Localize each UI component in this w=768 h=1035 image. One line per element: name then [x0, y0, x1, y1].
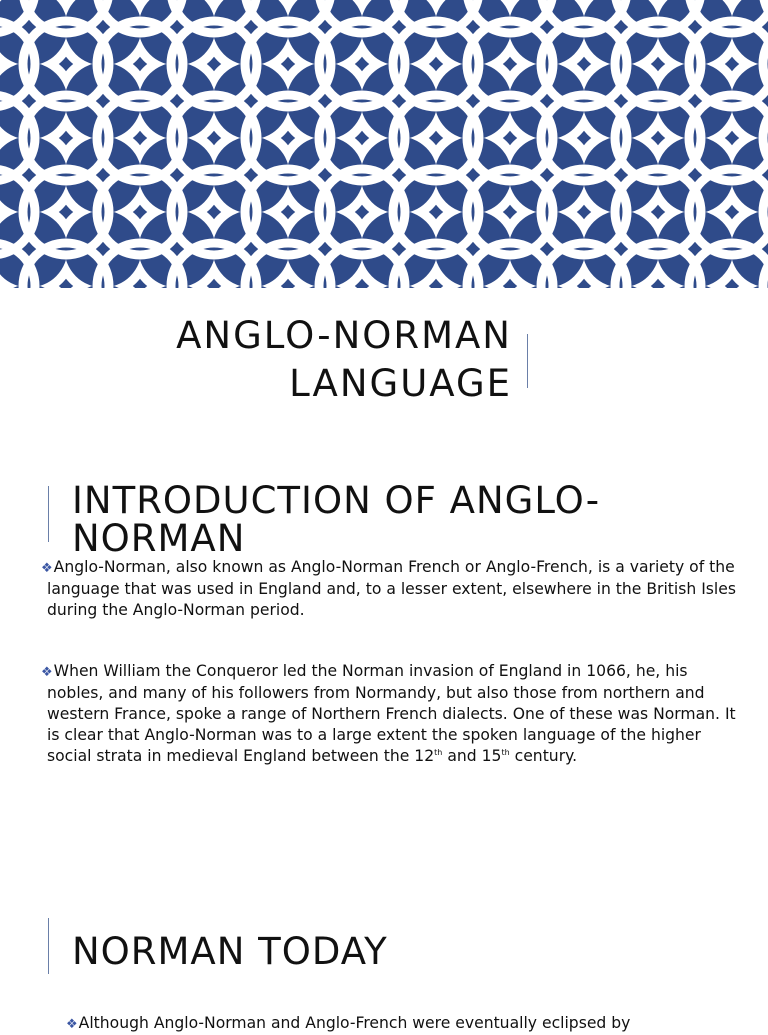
- paragraph2-end: century.: [509, 747, 578, 765]
- cover-title-divider: [527, 334, 528, 388]
- paragraph2-mid: and 15: [442, 747, 502, 765]
- section1-heading: [72, 479, 752, 560]
- decorative-banner: [0, 0, 768, 288]
- superscript-th: th: [434, 747, 443, 757]
- diamond-bullet-icon: ❖: [66, 1017, 78, 1032]
- cover-title: [176, 312, 512, 408]
- paragraph2-text: When William the Conqueror led the Norman invasion of England in 1066, he, his nobles, and many of his followers from Normandy, but also those from northern and western France, spoke a range of Northern French dialects. One of these was Norman. It is clear that Anglo-Norman was to a large extent the spoken language of the higher social strata in medieval England between the 12: [47, 662, 736, 765]
- paragraph1-text: Anglo-Norman, also known as Anglo-Norman French or Anglo-French, is a variety of the language that was used in England and, to a lesser extent, elsewhere in the British Isles during the Anglo-Norman period.: [47, 558, 736, 619]
- cover-title-line1: ANGLO-NORMAN: [176, 314, 512, 357]
- section2-paragraph-text: Although Anglo-Norman and Anglo-French were eventually eclipsed by: [78, 1014, 631, 1032]
- section1-heading-line1: INTRODUCTION OF ANGLO-: [72, 479, 601, 522]
- section2-accent-line: [48, 918, 49, 974]
- section1-heading-line2: NORMAN: [72, 517, 246, 560]
- diamond-bullet-icon: ❖: [41, 561, 53, 576]
- section1-paragraph1: [41, 557, 737, 621]
- section2-heading: NORMAN TODAY: [72, 930, 388, 973]
- section1-accent-line: [48, 486, 49, 542]
- cover-title-line2: LANGUAGE: [289, 362, 512, 405]
- superscript-th: th: [501, 747, 510, 757]
- section2-paragraph: [66, 1013, 762, 1035]
- section1-paragraph2: [41, 661, 737, 767]
- diamond-bullet-icon: ❖: [41, 665, 53, 680]
